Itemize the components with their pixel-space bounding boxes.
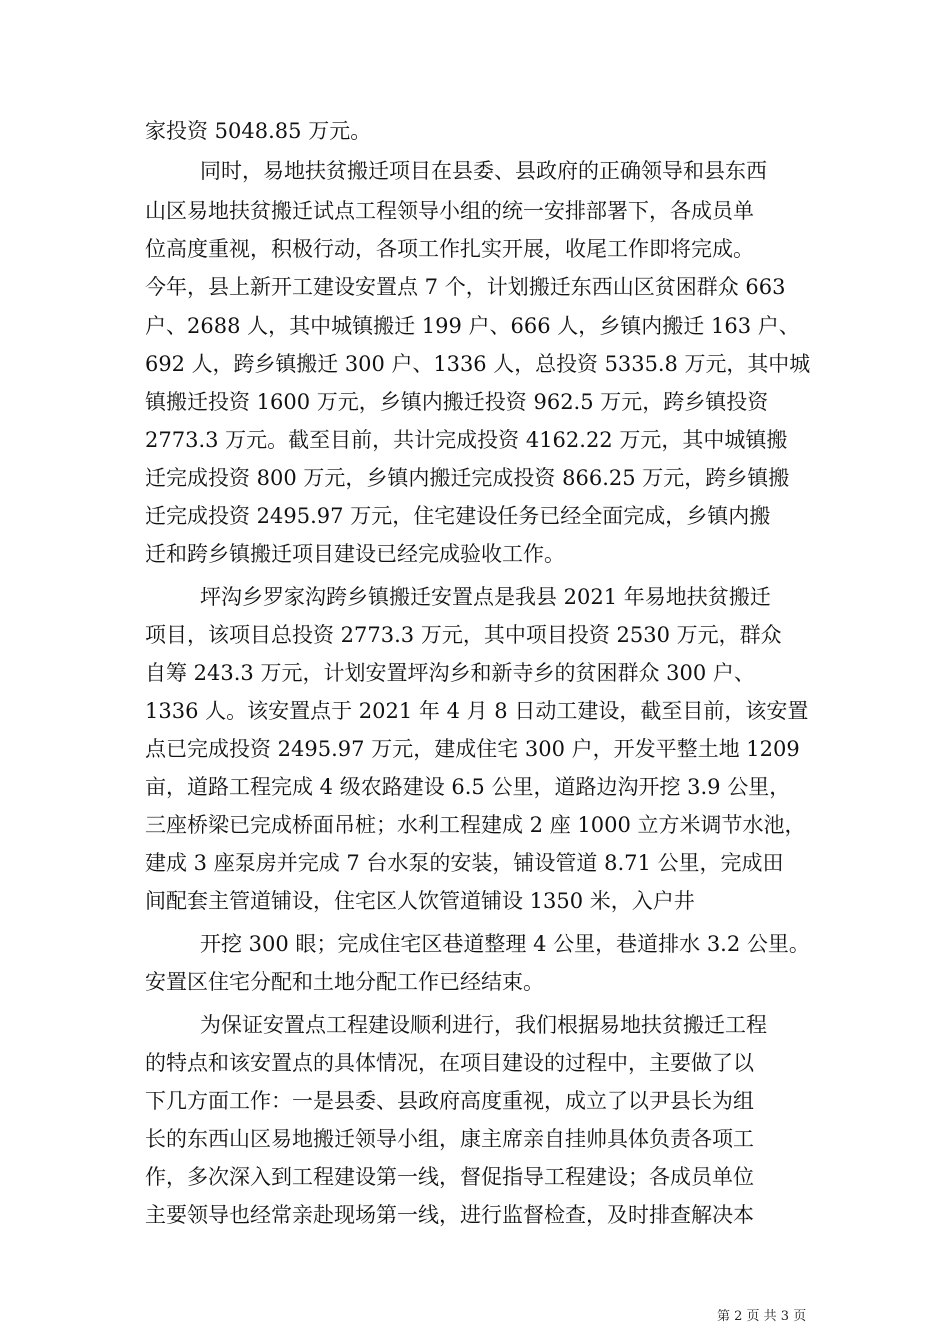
text-line: 今年，县上新开工建设安置点 7 个，计划搬迁东西山区贫困群众 663: [145, 275, 786, 299]
text-line: 长的东西山区易地搬迁领导小组，康主席亲自挂帅具体负责各项工: [145, 1127, 754, 1151]
text-line: 开挖 300 眼；完成住宅区巷道整理 4 公里，巷道排水 3.2 公里。: [200, 932, 810, 956]
text-line: 为保证安置点工程建设顺利进行，我们根据易地扶贫搬迁工程: [200, 1013, 767, 1037]
text-line: 户、2688 人，其中城镇搬迁 199 户、666 人，乡镇内搬迁 163 户、: [145, 314, 800, 338]
text-line: 迁完成投资 800 万元，乡镇内搬迁完成投资 866.25 万元，跨乡镇搬: [145, 466, 790, 490]
text-line: 位高度重视，积极行动，各项工作扎实开展，收尾工作即将完成。: [145, 237, 754, 261]
text-line: 镇搬迁投资 1600 万元，乡镇内搬迁投资 962.5 万元，跨乡镇投资: [145, 390, 769, 414]
text-line: 作，多次深入到工程建设第一线，督促指导工程建设；各成员单位: [145, 1165, 754, 1189]
text-line: 安置区住宅分配和土地分配工作已经结束。: [145, 970, 544, 994]
text-line: 迁和跨乡镇搬迁项目建设已经完成验收工作。: [145, 542, 565, 566]
text-line: 迁完成投资 2495.97 万元，住宅建设任务已经全面完成，乡镇内搬: [145, 504, 771, 528]
text-line: 2773.3 万元。截至目前，共计完成投资 4162.22 万元，其中城镇搬: [145, 428, 788, 452]
text-line: 项目，该项目总投资 2773.3 万元，其中项目投资 2530 万元，群众: [145, 623, 782, 647]
text-line: 692 人，跨乡镇搬迁 300 户、1336 人，总投资 5335.8 万元，其中城: [145, 352, 811, 376]
text-line: 坪沟乡罗家沟跨乡镇搬迁安置点是我县 2021 年易地扶贫搬迁: [200, 585, 771, 609]
text-line: 下几方面工作：一是县委、县政府高度重视，成立了以尹县长为组: [145, 1089, 754, 1113]
text-line: 建成 3 座泵房并完成 7 台水泵的安装，铺设管道 8.71 公里，完成田: [145, 851, 784, 875]
text-line: 三座桥梁已完成桥面吊桩；水利工程建成 2 座 1000 立方米调节水池，: [145, 813, 806, 837]
text-line: 主要领导也经常亲赴现场第一线，进行监督检查，及时排查解决本: [145, 1203, 754, 1227]
page-number: 第 2 页 共 3 页: [717, 1309, 807, 1324]
text-line: 同时，易地扶贫搬迁项目在县委、县政府的正确领导和县东西: [200, 159, 767, 183]
text-line: 山区易地扶贫搬迁试点工程领导小组的统一安排部署下，各成员单: [145, 199, 754, 223]
text-line: 间配套主管道铺设，住宅区人饮管道铺设 1350 米，入户井: [145, 889, 695, 913]
text-line: 自筹 243.3 万元，计划安置坪沟乡和新寺乡的贫困群众 300 户、: [145, 661, 755, 685]
text-line: 的特点和该安置点的具体情况，在项目建设的过程中，主要做了以: [145, 1051, 754, 1075]
text-line: 1336 人。该安置点于 2021 年 4 月 8 日动工建设，截至目前，该安置: [145, 699, 809, 723]
text-line: 点已完成投资 2495.97 万元，建成住宅 300 户，开发平整土地 1209: [145, 737, 800, 761]
text-line: 亩，道路工程完成 4 级农路建设 6.5 公里，道路边沟开挖 3.9 公里，: [145, 775, 791, 799]
text-line: 家投资 5048.85 万元。: [145, 119, 372, 143]
